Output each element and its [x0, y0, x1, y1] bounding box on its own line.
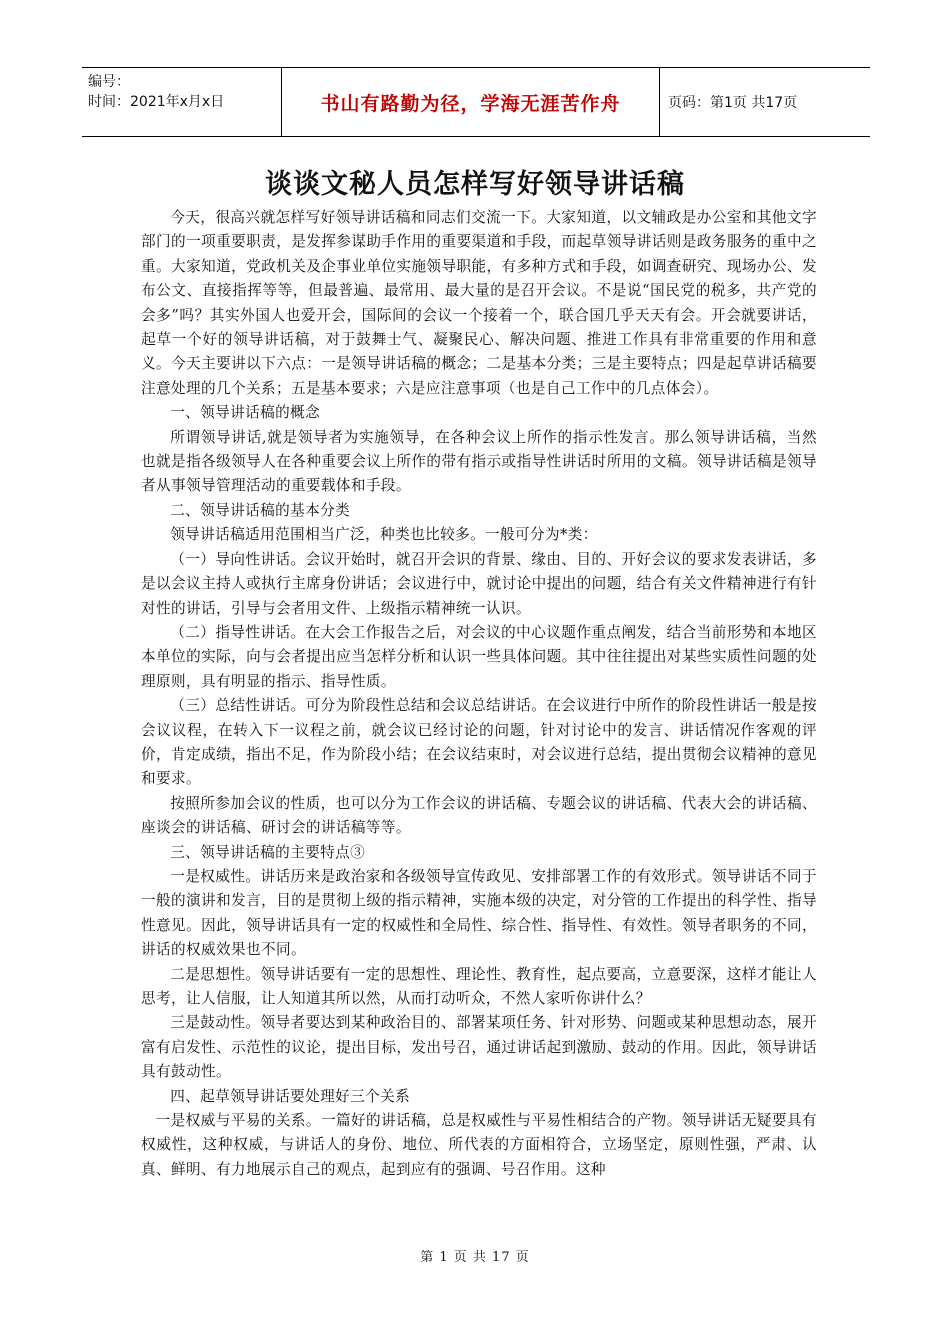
page-footer: 第 1 页 共 17 页: [420, 1250, 530, 1265]
header-motto: 书山有路勤为径，学海无涯苦作舟: [282, 68, 660, 136]
body-paragraph: 二是思想性。领导讲话要有一定的思想性、理论性、教育性，起点要高，立意要深，这样才能让人思考，让人信服，让人知道其所以然，从而打动听众，不然人家听你讲什么？: [141, 965, 817, 1007]
body-paragraph: 按照所参加会议的性质，也可以分为工作会议的讲话稿、专题会议的讲话稿、代表大会的讲话稿、座谈会的讲话稿、研讨会的讲话稿等等。: [141, 794, 817, 837]
body-paragraph: （二）指导性讲话。在大会工作报告之后，对会议的中心议题作重点阐发，结合当前形势和本地区本单位的实际，向与会者提出应当怎样分析和认识一些具体问题。其中往往提出对某些实质性问题的处理原则，具有明显的指示、指导性质。: [141, 623, 817, 690]
body-paragraph: （一）导向性讲话。会议开始时，就召开会识的背景、缘由、目的、开好会议的要求发表讲话，多是以会议主持人或执行主席身份讲话；会议进行中，就讨论中提出的问题，结合有关文件精神进行有针对性的讲话，引导与会者用文件、上级指示精神统一认识。: [141, 550, 817, 617]
body-paragraph: 今天，很高兴就怎样写好领导讲话稿和同志们交流一下。大家知道，以文辅政是办公室和其他文字部门的一项重要职责，是发挥参谋助手作用的重要渠道和手段，而起草领导讲话则是政务服务的重中之重。大家知道，党政机关及企事业单位实施领导职能，有多种方式和手段，如调查研究、现场办公、发布公文、直接指挥等等，但最普遍、最常用、最大量的是召开会议。不是说“国民党的税多，共产党的会多”吗？其实外国人也爱开会，国际间的会议一个接着一个，联合国几乎天天有会。开会就要讲话，起草一个好的领导讲话稿，对于鼓舞士气、凝聚民心、解决问题、推进工作具有非常重要的作用和意义。今天主要讲以下六点：一是领导讲话稿的概念；二是基本分类；三是主要特点；四是起草讲话稿要注意处理的几个关系；五是基本要求；六是应注意事项（也是自己工作中的几点体会）。: [141, 209, 817, 397]
section-heading: 三、领导讲话稿的主要特点③: [170, 843, 366, 861]
body-paragraph: 所谓领导讲话,就是领导者为实施领导，在各种会议上所作的指示性发言。那么领导讲话稿，当然也就是指各级领导人在各种重要会议上所作的带有指示或指导性讲话时所用的文稿。领导讲话稿是领导者从事领导管理活动的重要载体和手段。: [141, 428, 817, 495]
page-header: [82, 67, 870, 137]
header-page-info: 页码：第1页 共17页: [668, 95, 798, 111]
body-paragraph: （三）总结性讲话。可分为阶段性总结和会议总结讲话。在会议进行中所作的阶段性讲话一般是按会议议程，在转入下一议程之前，就会议已经讨论的问题，针对讨论中的发言、讲话情况作客观的评价，肯定成绩，指出不足，作为阶段小结；在会议结束时，对会议进行总结，提出贯彻会议精神的意见和要求。: [141, 697, 817, 788]
section-heading: 一、领导讲话稿的概念: [170, 404, 321, 422]
section-heading: 四、起草领导讲话要处理好三个关系: [170, 1087, 411, 1105]
document-time-label: 时间：2021年x月x日: [88, 94, 225, 110]
body-paragraph: 一是权威性。讲话历来是政治家和各级领导宣传政见、安排部署工作的有效形式。领导讲话不同于一般的演讲和发言，目的是贯彻上级的指示精神，实施本级的决定，对分管的工作提出的科学性、指导性意见。因此，领导讲话具有一定的权威性和全局性、综合性、指导性、有效性。领导者职务的不同，讲话的权威效果也不同。: [141, 867, 817, 959]
document-number-label: 编号：: [88, 74, 130, 90]
body-paragraph: 领导讲话稿适用范围相当广泛，种类也比较多。一般可分为*类：: [170, 526, 598, 544]
body-paragraph: 一是权威与平易的关系。一篇好的讲话稿，总是权威性与平易性相结合的产物。领导讲话无疑要具有权威性，这种权威，与讲话人的身份、地位、所代表的方面相符合，立场坚定，原则性强，严肃、认真、鲜明、有力地展示自己的观点，起到应有的强调、号召作用。这种: [141, 1112, 817, 1178]
header-meta: [82, 68, 282, 136]
document-title: 谈谈文秘人员怎样写好领导讲话稿: [265, 169, 685, 200]
body-paragraph: 三是鼓动性。领导者要达到某种政治目的、部署某项任务、针对形势、问题或某种思想动态，展开富有启发性、示范性的议论，提出目标，发出号召，通过讲话起到激励、鼓动的作用。因此，领导讲话具有鼓动性。: [141, 1014, 817, 1081]
section-heading: 二、领导讲话稿的基本分类: [170, 501, 351, 519]
document-body: [141, 206, 817, 1182]
